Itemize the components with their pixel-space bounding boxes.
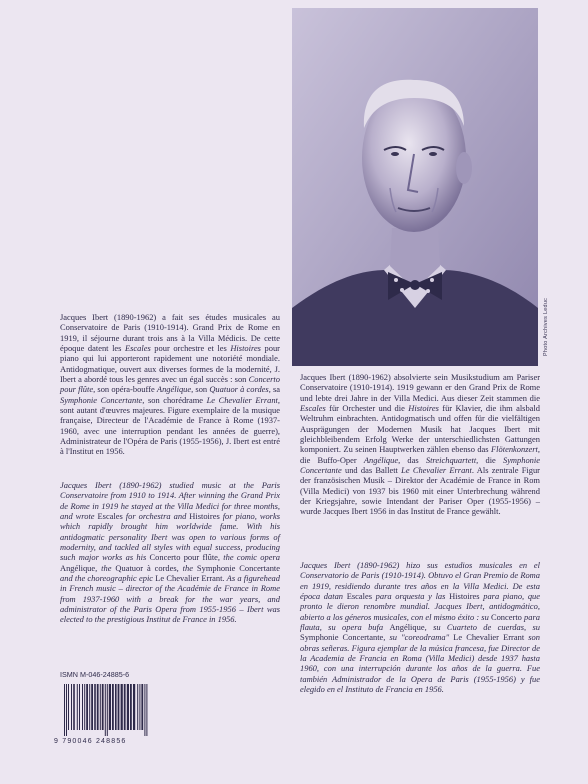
text-run: Quatuor à cordes bbox=[209, 384, 269, 395]
barcode-bar bbox=[146, 684, 147, 736]
barcode-bar bbox=[71, 684, 72, 730]
text-run: son obras señeras. Figura ejemplar de la música francesa, fue Director de la Academia de Francia en Roma (Villa Medici) desde 1937 hasta 1960, con una interrupción durante los años de la guerra. Fue también Administrador de la Opera de Paris (1955-1956) y fue elegido en el Instituto de Francia en 1956. bbox=[300, 632, 540, 695]
text-run: Jacques Ibert (1890-1962) hizo sus estudios musicales en el Conservatorio de Paris (1910-1914). Obtuvo el Gran Premio de Roma en 1919, residiendo durante tres años en la Villa Medici. De esta época datan bbox=[300, 560, 540, 602]
text-run: Flötenkonzert bbox=[491, 444, 538, 455]
text-run: für Orchester und die bbox=[325, 403, 409, 414]
text-run: Histoires bbox=[189, 511, 220, 522]
text-run: and the choreographic epic bbox=[60, 573, 156, 584]
bio-french bbox=[60, 312, 280, 457]
barcode-bar bbox=[68, 684, 69, 730]
barcode-bar bbox=[97, 684, 99, 730]
text-run: Histoires bbox=[449, 591, 480, 602]
barcode-bar bbox=[137, 684, 138, 730]
text-run: , die Buffo-Oper bbox=[300, 444, 540, 465]
text-run: para flauta, su opera bufa bbox=[300, 611, 540, 633]
barcode-bar bbox=[118, 684, 120, 730]
text-run: , son chorédrame bbox=[142, 394, 207, 405]
barcode-bar bbox=[79, 684, 80, 730]
text-run: Escales bbox=[346, 591, 373, 602]
text-run: Le Chevalier Errant bbox=[401, 465, 472, 476]
text-run: pour piano qui lui apporteront rapidement une notoriété mondiale. Antidogmatique, ouvert aux diverses formes de la modernité, J. Ibert a abordé tous les genres avec un égal succès : son bbox=[60, 343, 280, 385]
text-run: , son bbox=[191, 384, 210, 395]
bio-spanish bbox=[300, 560, 540, 694]
text-run: Symphonie Concertante bbox=[300, 632, 384, 643]
text-run: Le Chevalier Errant bbox=[206, 394, 278, 405]
text-run: und das Ballett bbox=[341, 465, 402, 476]
text-run: , the bbox=[176, 562, 197, 573]
text-run: Le Chevalier Errant bbox=[155, 573, 223, 584]
text-run: . Als zentrale Figur der französischen Musik – Direktor der Académie de France in Rom (Villa Medici) von 1937 bis 1960 mit einer Unterbrechung während der Kriegsjahre, sowie Intendant der Pariser Oper (1955-1956) – wurde Jacques Ibert 1956 in das Institut de France gewählt. bbox=[300, 465, 540, 517]
text-run: Jacques Ibert (1890-1962) absolvierte sein Musikstudium am Pariser Conservatoire (1910-1914). 1919 gewann er den Grand Prix de Rome und lebte drei Jahre in der Villa Medici. Aus dieser Zeit stammen die bbox=[300, 372, 540, 403]
barcode-bar bbox=[127, 684, 129, 730]
barcode bbox=[62, 684, 154, 736]
barcode-bar bbox=[109, 684, 111, 730]
text-run: Angélique bbox=[60, 562, 96, 573]
text-run: Escales bbox=[97, 511, 123, 522]
text-run: , su Cuarteto de cuerdas, su bbox=[424, 622, 540, 633]
text-run: Streichquartett bbox=[425, 454, 477, 465]
photo-credit: Photo Archives Leduc bbox=[543, 297, 549, 356]
text-run: Concerto pour flûte bbox=[149, 552, 218, 563]
text-run: Jacques Ibert (1890-1962) a fait ses études musicales au Conservatoire de Paris (1910-1914). Grand Prix de Rome en 1919, il séjourne durant trois ans à la Villa Médicis. De cette époque datent les bbox=[60, 312, 280, 354]
text-run: Escales bbox=[300, 403, 326, 414]
barcode-bar bbox=[86, 684, 88, 730]
barcode-bar bbox=[112, 684, 114, 730]
barcode-bar bbox=[66, 684, 67, 736]
barcode-bar bbox=[107, 684, 108, 736]
text-run: , sa bbox=[268, 384, 281, 395]
text-run: , son opéra-bouffe bbox=[93, 384, 157, 395]
barcode-bar bbox=[115, 684, 117, 730]
text-run: para piano, que pronto le dieron renombre mundial. Jacques Ibert, antidogmático, abierto a los géneros musicales, con el mismo éxito : su bbox=[300, 591, 541, 622]
barcode-bar bbox=[100, 684, 101, 730]
text-run: , sont autant d'œuvres majeures. Figure exemplaire de la musique française, Directeur de l'Académie de France à Rome (1937-1960, avec une interruption pendant les années de guerre), Administrateur de l'Opéra de Paris (1955-1956), J. Ibert est entré à l'Institut en 1956. bbox=[60, 394, 280, 457]
barcode-bar bbox=[82, 684, 83, 730]
barcode-bar bbox=[141, 684, 143, 730]
barcode-bar bbox=[94, 684, 96, 730]
text-run: for orchestra and bbox=[122, 511, 190, 522]
text-run: , the comic opera bbox=[217, 552, 280, 563]
text-run: pour orchestre et les bbox=[150, 343, 231, 354]
text-run: Histoires bbox=[408, 403, 439, 414]
barcode-digits: 9 790046 248856 bbox=[54, 738, 127, 745]
barcode-bar bbox=[144, 684, 145, 736]
barcode-bar bbox=[139, 684, 140, 730]
text-run: Symphonie Concertante bbox=[300, 454, 540, 476]
text-run: Angélique bbox=[363, 454, 399, 465]
barcode-bar bbox=[91, 684, 93, 730]
barcode-bar bbox=[64, 684, 65, 736]
text-run: Histoires bbox=[230, 343, 261, 354]
text-run: Le Chevalier Errant bbox=[453, 632, 525, 643]
barcode-bar bbox=[73, 684, 75, 730]
text-run: , die bbox=[476, 454, 503, 465]
barcode-bar bbox=[124, 684, 126, 730]
text-run: , su "coreodrama" bbox=[383, 632, 454, 643]
text-run: Symphonie Concertante bbox=[60, 394, 143, 405]
text-run: para orquesta y las bbox=[372, 591, 450, 602]
bio-english bbox=[60, 480, 280, 625]
barcode-bar bbox=[84, 684, 85, 730]
composer-portrait-photo bbox=[292, 8, 538, 366]
barcode-bar bbox=[121, 684, 123, 730]
text-run: Angélique bbox=[156, 384, 192, 395]
text-run: Concerto pour flûte bbox=[60, 374, 280, 395]
text-run: Symphonie Concertante bbox=[196, 562, 281, 573]
barcode-bar bbox=[102, 684, 104, 730]
barcode-bar bbox=[77, 684, 78, 730]
text-run: Jacques Ibert (1890-1962) studied music at the Paris Conservatoire from 1910 to 1914. After winning the Grand Prix de Rome in 1919 he stayed at the Villa Medici for three months, and wrote bbox=[60, 480, 280, 522]
text-run: , the bbox=[95, 562, 116, 573]
bio-german bbox=[300, 372, 540, 517]
barcode-bar bbox=[105, 684, 106, 736]
text-run: . As a figurehead in French music – director of the Académie de France in Rome from 1937-1960 with a break for the war years, and administrator of the Paris Opera from 1955-1956 – Ibert was elected to the prestigious Institut de France in 1956. bbox=[60, 573, 280, 625]
barcode-bar bbox=[133, 684, 135, 730]
barcode-bar bbox=[130, 684, 132, 730]
text-run: Angélique bbox=[389, 622, 425, 633]
text-run: Quatuor à cordes bbox=[115, 562, 177, 573]
barcode-bar bbox=[89, 684, 90, 730]
text-run: , das bbox=[398, 454, 426, 465]
text-run: Concerto bbox=[490, 611, 522, 622]
text-run: Escales bbox=[124, 343, 151, 354]
ismn-number: ISMN M-046-24885-6 bbox=[60, 670, 130, 679]
text-run: for piano, works which rapidly brought him worldwide fame. With his antidogmatic personality Ibert was open to various forms of modernity, and tackled all styles with equal success, producing such major works as his bbox=[60, 511, 280, 563]
text-run: für Klavier, die ihm alsbald Weltruhm einbrachten. Antidogmatisch und offen für die vielfältigen Ausprägungen der Modernen Musik hat Jacques Ibert mit gleichbleibendem Erfolg Werke der unterschiedlichsten Gattungen komponiert. Zu seinen Hauptwerken zählen ebenso das bbox=[300, 403, 540, 455]
